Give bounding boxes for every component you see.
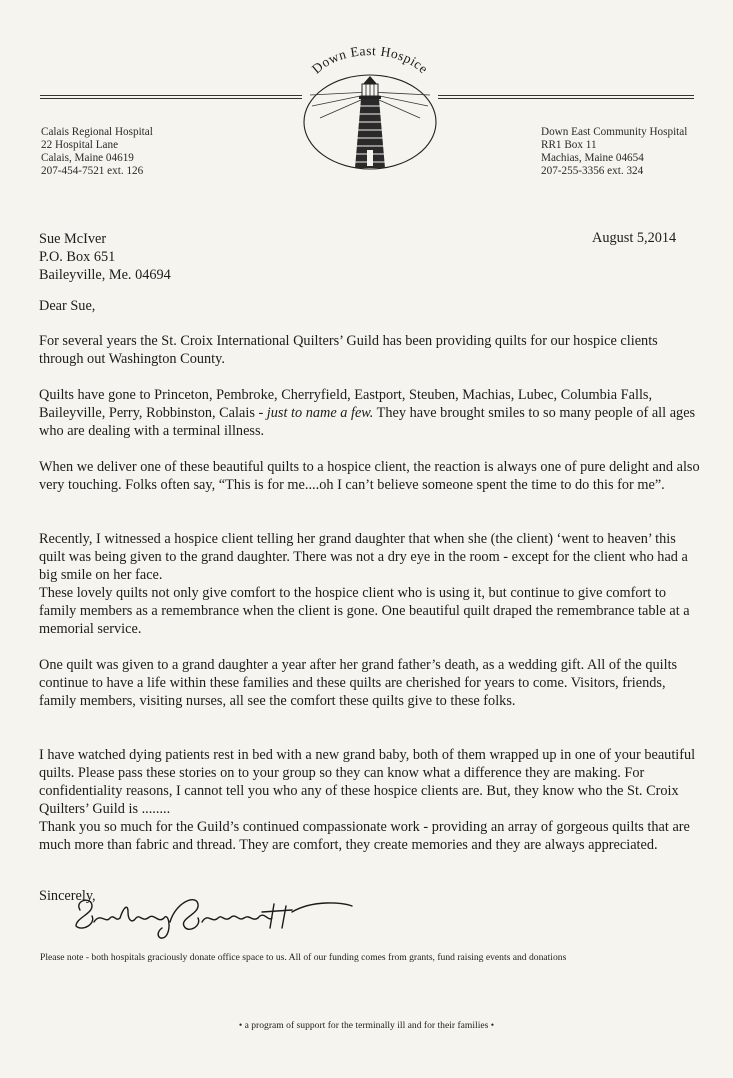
left-hospital-address (41, 126, 153, 178)
paragraph-2-text: Quilts have gone to Princeton, Pembroke, Cherryfield, Eastport, Steuben, Machias, Lubec, Columbia Falls, Baileyville, Perry, Robbinston, Calais - (39, 387, 653, 422)
body-paragraph-3: When we deliver one of these beautiful quilts to a hospice client, the reaction is always one of pure delight and also very touching. Folks often say, “This is for me....oh I can’t believe someone spent the time to do this for me”. (39, 459, 700, 494)
right-hospital-address (541, 126, 687, 178)
body-paragraph-8: Thank you so much for the Guild’s continued compassionate work - providing an array of gorgeous quilts that are much more than fabric and thread. They are comfort, they create memories and they are always appreciated. (39, 819, 690, 854)
body-paragraph-4: Recently, I witnessed a hospice client telling her grand daughter that when she (the client) ‘went to heaven’ this quilt was being given to the grand daughter. There was not a dry eye in the room - except for the client who had a big smile on her face. (39, 531, 688, 584)
right-address-line: 207-255-3356 ext. 324 (541, 165, 644, 177)
salutation: Dear Sue, (39, 298, 96, 314)
closing: Sincerely, (39, 888, 96, 904)
program-tagline: • a program of support for the terminally ill and for their families • (238, 1020, 495, 1031)
left-address-line: 207-454-7521 ext. 126 (41, 165, 144, 177)
left-address-line: Calais Regional Hospital (41, 126, 153, 138)
right-address-line: Machias, Maine 04654 (541, 152, 644, 164)
body-paragraph-6: One quilt was given to a grand daughter a year after her grand father’s death, as a wedding gift. All of the quilts continue to have a life within these families and these quilts are cherished for years to come. Visitors, friends, family members, visiting nurses, all see the comfort these quilts give to these folks. (39, 657, 678, 710)
body-paragraph-2 (39, 386, 701, 440)
logo-organization-name: Down East Hospice (308, 43, 432, 77)
paragraph-2-emphasis: just to name a few. (266, 405, 374, 422)
left-address-line: 22 Hospital Lane (41, 139, 119, 151)
letterhead-rule-left-2 (40, 98, 302, 99)
letter-date: August 5,2014 (592, 230, 677, 246)
body-paragraph-7: I have watched dying patients rest in bed with a new grand baby, both of them wrapped up in one of your beautiful quilts. Please pass these stories on to your group so they can know what a difference they are making. For confidentiality reasons, I cannot tell you who any of these hospice clients are. But, they know who the St. Croix Quilters’ Guild is ........ (39, 747, 696, 818)
body-paragraph-5: These lovely quilts not only give comfort to the hospice client who is using it, but continue to give comfort to family members as a remembrance when the client is gone. One beautiful quilt draped the remembrance table at a memorial service. (39, 585, 690, 638)
letterhead-rule-right-2 (438, 98, 694, 99)
svg-text:Down East Hospice (309, 43, 431, 76)
right-address-line: RR1 Box 11 (541, 139, 597, 151)
letterhead-rule-right (438, 95, 694, 96)
handwritten-signature-icon (62, 888, 362, 948)
recipient-line: Sue McIver (39, 231, 107, 247)
paragraph-2-text-end: They have brought smiles to so many people of all ages who are dealing with a terminal illness. (39, 405, 696, 440)
right-address-line: Down East Community Hospital (541, 126, 688, 138)
left-address-line: Calais, Maine 04619 (41, 152, 134, 164)
letterhead-rule-left (40, 95, 302, 96)
recipient-line: Baileyville, Me. 04694 (39, 267, 171, 283)
recipient-line: P.O. Box 651 (39, 249, 116, 265)
footer-note: Please note - both hospitals graciously donate office space to us. All of our funding comes from grants, fund raising events and donations (40, 952, 567, 963)
body-paragraph-1: For several years the St. Croix International Quilters’ Guild has been providing quilts for our hospice clients through out Washington County. (39, 333, 658, 368)
hospice-logo-lighthouse-icon (290, 40, 450, 200)
recipient-address (39, 230, 171, 284)
